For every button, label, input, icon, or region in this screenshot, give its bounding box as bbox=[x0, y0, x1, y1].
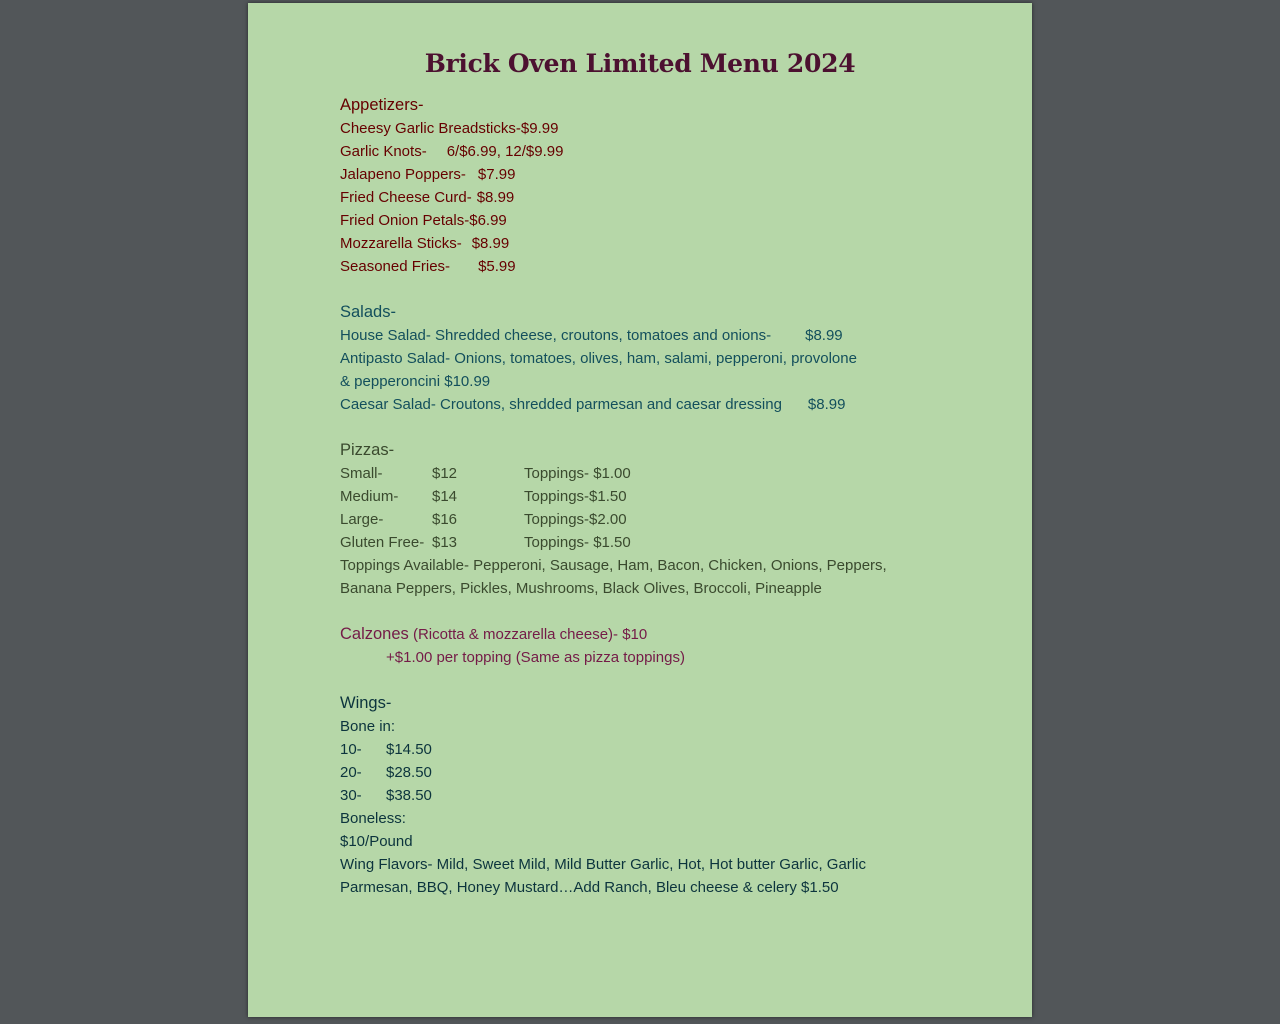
menu-item: Antipasto Salad- Onions, tomatoes, olives, ham, salami, pepperoni, provolone & pepperoncini $10.99 bbox=[340, 350, 857, 390]
section-heading: Wings- bbox=[340, 694, 392, 712]
pizza-size-row: Large- $16 Toppings-$2.00 bbox=[340, 511, 627, 528]
menu-item: Cheesy Garlic Breadsticks-$9.99 bbox=[340, 120, 559, 137]
wing-price-row: 10- $14.50 bbox=[340, 741, 432, 758]
toppings-available: Toppings Available- Pepperoni, Sausage, Ham, Bacon, Chicken, Onions, Peppers, Banana Peppers, Pickles, Mushrooms, Black Olives, Broccoli, Pineapple bbox=[340, 557, 887, 597]
wing-flavors: Wing Flavors- Mild, Sweet Mild, Mild Butter Garlic, Hot, Hot butter Garlic, Garlic Parmesan, BBQ, Honey Mustard…Add Ranch, Bleu cheese & celery $1.50 bbox=[340, 856, 866, 896]
menu-content bbox=[340, 94, 960, 922]
pizza-size-row: Medium- $14 Toppings-$1.50 bbox=[340, 488, 627, 505]
menu-item: Mozzarella Sticks- $8.99 bbox=[340, 235, 510, 252]
wings-section bbox=[340, 692, 960, 899]
boneless-label: Boneless: bbox=[340, 810, 406, 827]
calzone-extra: +$1.00 per topping (Same as pizza toppings) bbox=[386, 649, 685, 666]
menu-item: Fried Cheese Curd- $8.99 bbox=[340, 189, 515, 206]
salads-section bbox=[340, 301, 960, 416]
menu-page bbox=[248, 3, 1032, 1017]
pizza-size-row: Gluten Free- $13 Toppings- $1.50 bbox=[340, 534, 631, 551]
section-heading: Pizzas- bbox=[340, 441, 395, 459]
menu-item: Seasoned Fries- $5.99 bbox=[340, 258, 516, 275]
pizza-size-row: Small- $12 Toppings- $1.00 bbox=[340, 465, 631, 482]
appetizers-section bbox=[340, 94, 960, 278]
calzones-section bbox=[340, 623, 960, 669]
section-heading: Calzones bbox=[340, 625, 409, 643]
menu-item: House Salad- Shredded cheese, croutons, tomatoes and onions- $8.99 bbox=[340, 327, 843, 344]
bone-in-label: Bone in: bbox=[340, 718, 396, 735]
wing-price-row: 20- $28.50 bbox=[340, 764, 432, 781]
page-title: Brick Oven Limited Menu 2024 bbox=[424, 49, 856, 78]
menu-item: Caesar Salad- Croutons, shredded parmesan and caesar dressing $8.99 bbox=[340, 396, 846, 413]
section-heading: Appetizers- bbox=[340, 96, 424, 114]
wing-price-row: 30- $38.50 bbox=[340, 787, 432, 804]
menu-item: Jalapeno Poppers- $7.99 bbox=[340, 166, 516, 183]
calzone-line: Calzones (Ricotta & mozzarella cheese)- $10 bbox=[340, 625, 648, 643]
menu-item: Garlic Knots- 6/$6.99, 12/$9.99 bbox=[340, 143, 564, 160]
boneless-price: $10/Pound bbox=[340, 833, 413, 850]
pizzas-section bbox=[340, 439, 960, 600]
menu-item: Fried Onion Petals-$6.99 bbox=[340, 212, 507, 229]
section-heading: Salads- bbox=[340, 303, 396, 321]
